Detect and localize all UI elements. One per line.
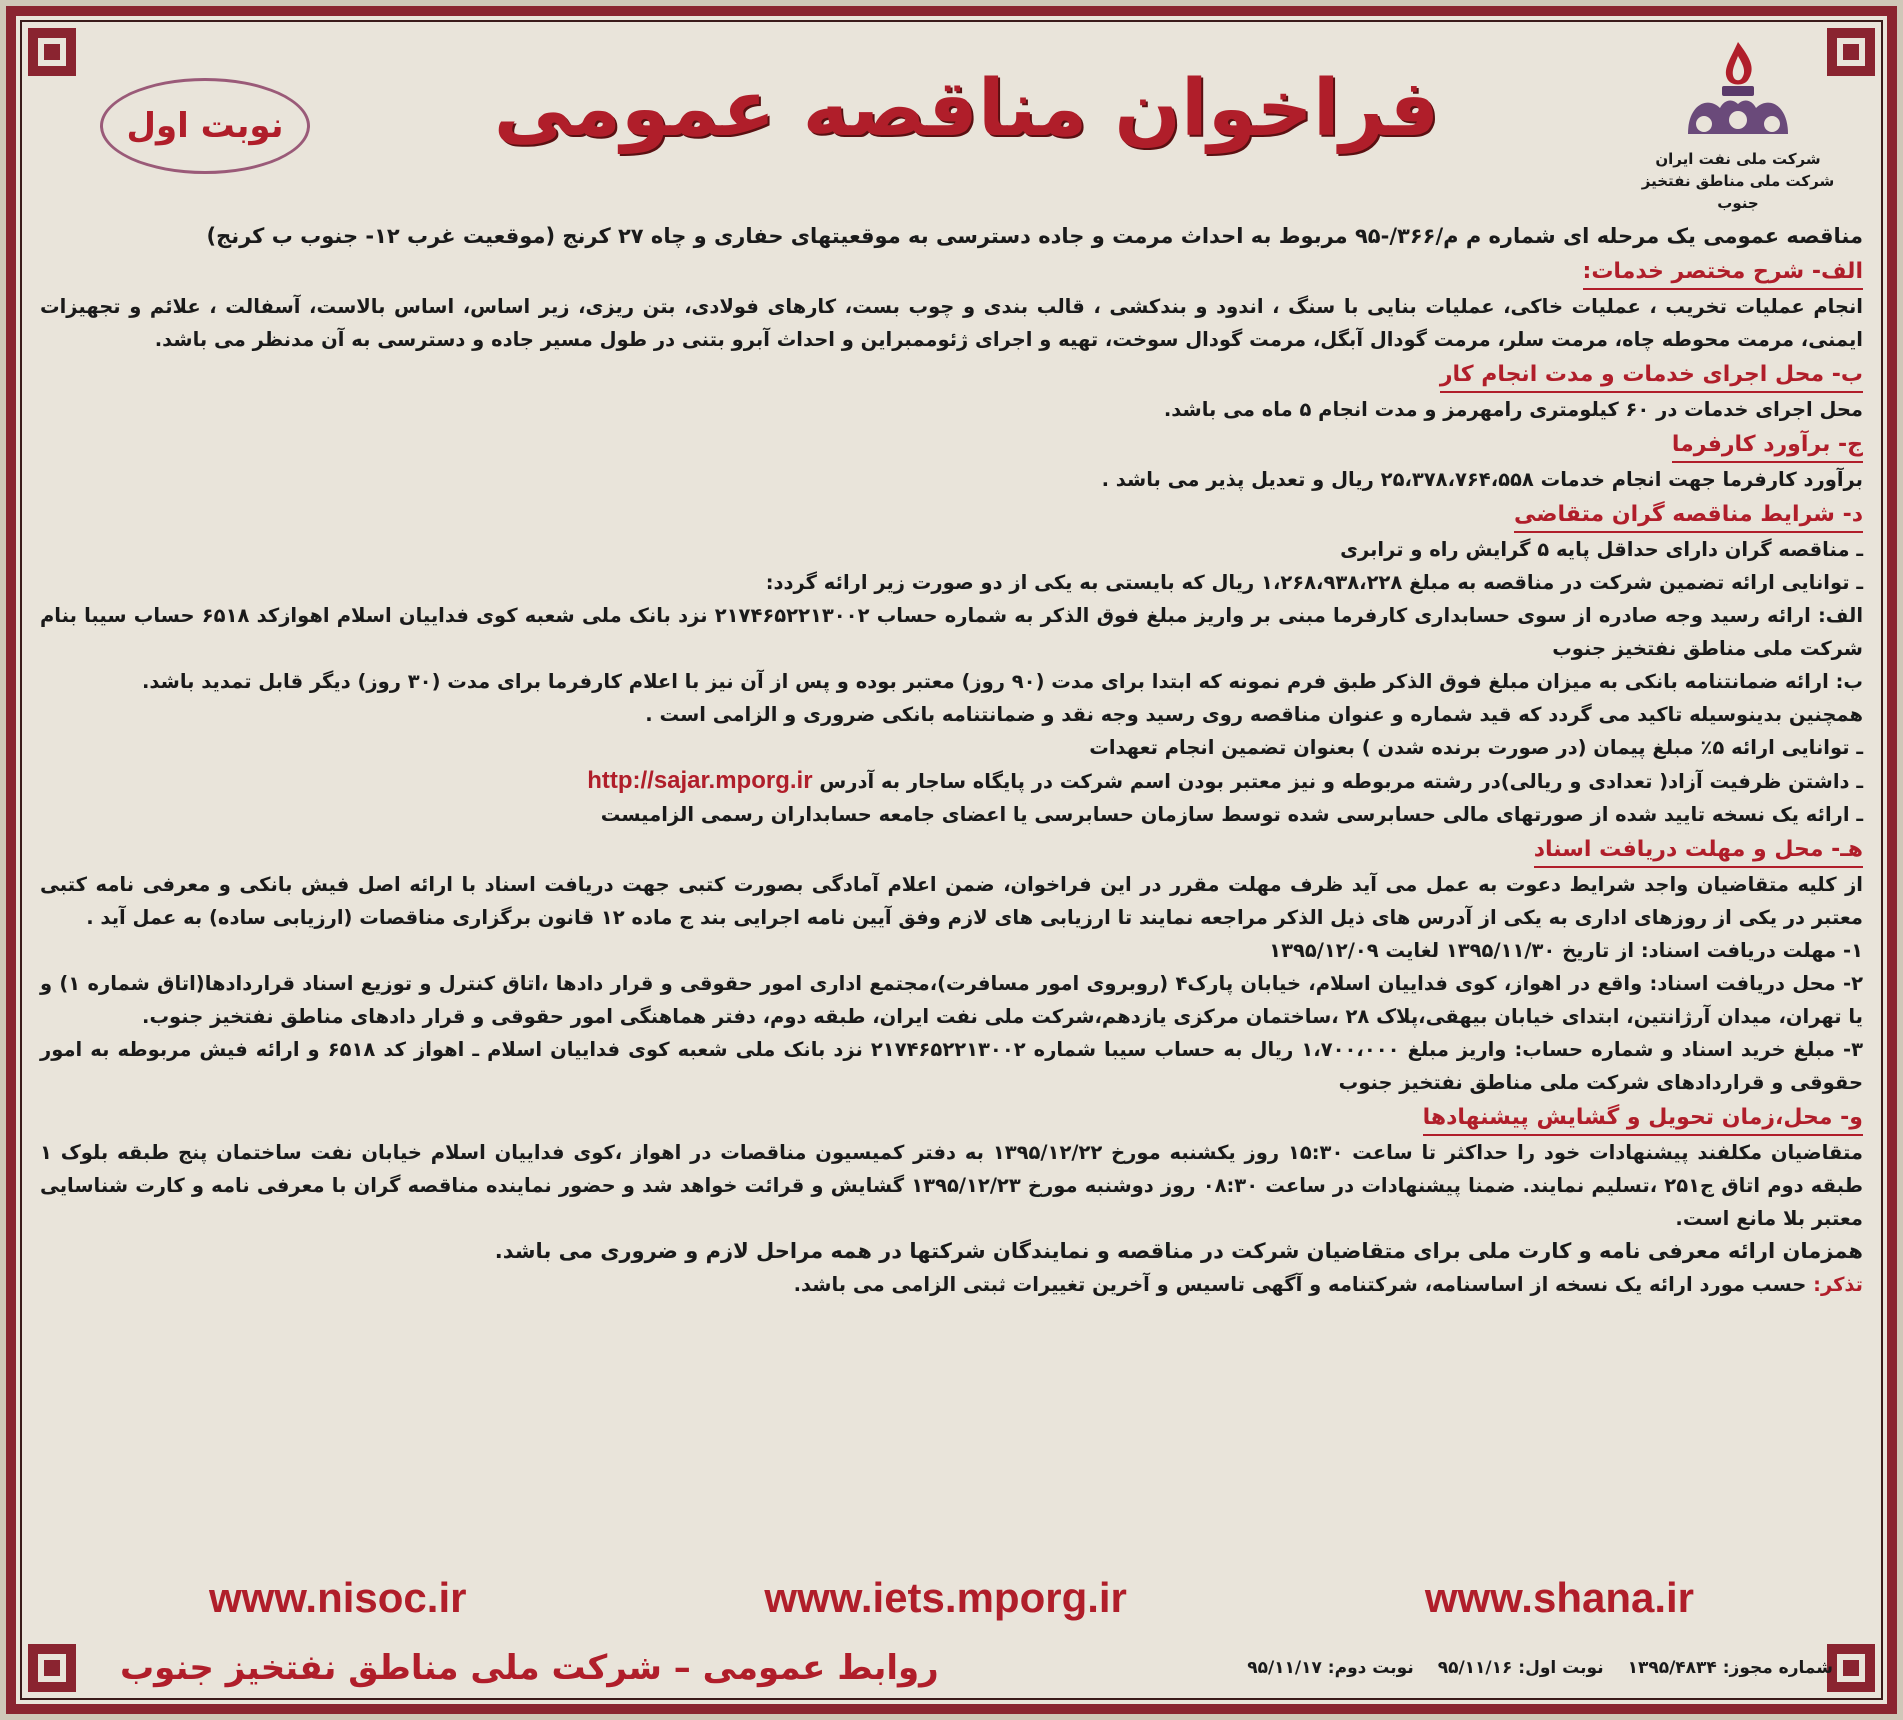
section-dal-heading: د- شرایط مناقصه گران متقاضی <box>1514 498 1863 533</box>
section-dal-item3: ـ توانایی ارائه ۵٪ مبلغ پیمان (در صورت برنده شدن ) بعنوان تضمین انجام تعهدات <box>1089 736 1863 759</box>
section-he-item1: ۱- مهلت دریافت اسناد: از تاریخ ۱۳۹۵/۱۱/۳۰ لغایت ۱۳۹۵/۱۲/۰۹ <box>1269 939 1863 962</box>
section-dal-item5: ـ ارائه یک نسخه تایید شده از صورتهای مالی حسابرسی شده توسط سازمان حسابرسی یا اعضای جامعه حسابداران رسمی الزامیست <box>600 803 1863 826</box>
section-dal-item2a: الف: ارائه رسید وجه صادره از سوی حسابداری کارفرما مبنی بر واریز مبلغ فوق الذکر به شماره حساب ۲۱۷۴۶۵۲۲۱۳۰۰۲ نزد بانک ملی شعبه کوی فداییان اسلام اهوازکد ۶۵۱۸ حساب سیبا بنام شرکت ملی مناطق نفتخیز جنوب <box>40 604 1863 660</box>
section-vav-emphasis: همزمان ارائه معرفی نامه و کارت ملی برای متقاضیان شرکت در مناقصه و نمایندگان شرکتها در همه مراحل لازم و ضروری می باشد. <box>494 1239 1863 1263</box>
section-alef-heading: الف- شرح مختصر خدمات: <box>1583 255 1863 290</box>
round-badge: نوبت اول <box>100 78 310 174</box>
section-be-text: محل اجرای خدمات در ۶۰ کیلومتری رامهرمز و مدت انجام ۵ ماه می باشد. <box>1163 398 1863 421</box>
footer-meta <box>1247 1658 1833 1678</box>
footer-organization: روابط عمومی – شرکت ملی مناطق نفتخیز جنوب <box>120 1648 939 1688</box>
section-he-heading: هـ- محل و مهلت دریافت اسناد <box>1534 833 1863 868</box>
section-be-heading: ب- محل اجرای خدمات و مدت انجام کار <box>1440 358 1863 393</box>
announcement-body <box>40 220 1863 1301</box>
section-dal-item2b: ب: ارائه ضمانتنامه بانکی به میزان مبلغ فوق الذکر طبق فرم نمونه که ابتدا برای مدت (۹۰ روز) معتبر بوده و پس از آن نیز با اعلام کارفرما برای مدت (۳۰ روز) دیگر قابل تمدید باشد. <box>141 670 1863 693</box>
second-round-date: نوبت دوم: ۹۵/۱۱/۱۷ <box>1247 1658 1414 1678</box>
page-title: فراخوان مناقصه عمومی <box>493 64 1440 154</box>
section-dal-item2c: همچنین بدینوسیله تاکید می گردد که قید شماره و عنوان مناقصه روی رسید وجه نقد و ضمانتنامه بانکی ضروری و الزامی است . <box>645 703 1863 726</box>
section-he-text: از کلیه متقاضیان واجد شرایط دعوت به عمل می آید ظرف مهلت مقرر در این فراخوان، ضمن اعلام آمادگی بصورت کتبی جهت دریافت اسناد با ارائه اصل فیش بانکی و معرفی نامه کتبی معتبر در یکی از روزهای اداری به یکی از آدرس های ذیل الذکر مراجعه نمایند تا ارزیابی های لازم وفق آیین نامه اجرایی بند ج ماده ۱۲ قانون برگزاری مناقصات (ارزیابی ساده) به عمل آید . <box>40 873 1863 929</box>
section-alef-text: انجام عملیات تخریب ، عملیات خاکی، عملیات بنایی با سنگ ، اندود و بندکشی ، قالب بندی و چوب بست، کارهای فولادی، بتن ریزی، زیر اساس، اساس بالاست، آسفالت ، علائم و تجهیزات ایمنی، مرمت محوطه چاه، مرمت سلر، مرمت گودال آبگل، مرمت گودال سوخت، تهیه و اجرای ژئوممبراین و احداث آبرو بتنی در طول مسیر جاده و دسترسی به آن مدنظر می باشد. <box>40 295 1863 351</box>
nioc-flame-logo-icon <box>1668 34 1808 144</box>
permit-number: شماره مجوز: ۱۳۹۵/۴۸۳۴ <box>1627 1658 1833 1678</box>
section-he-item2: ۲- محل دریافت اسناد: واقع در اهواز، کوی فداییان اسلام، خیابان پارک۴ (روبروی امور مسافرت)،مجتمع اداری امور حقوقی و قرار دادها ،اتاق کنترل و توزیع اسناد قراردادها(اتاق شماره ۱) و یا تهران، میدان آرژانتین، ابتدای خیابان بیهقی،پلاک ۲۸ ،ساختمان مرکزی یازدهم،شرکت ملی نفت ایران، طبقه دوم، دفتر هماهنگی امور حقوقی و قرار دادهای مناطق نفتخیز جنوب. <box>40 972 1864 1028</box>
company-logo <box>1623 34 1853 214</box>
note-label: تذکر: <box>1813 1273 1863 1296</box>
sajar-link[interactable]: http://sajar.mporg.ir <box>587 767 813 794</box>
section-dal-item2: ـ توانایی ارائه تضمین شرکت در مناقصه به مبلغ ۱،۲۶۸،۹۳۸،۲۲۸ ریال که بایستی به یکی از دو صورت زیر ارائه گردد: <box>765 571 1863 594</box>
header <box>40 22 1863 212</box>
tender-intro: مناقصه عمومی یک مرحله ای شماره م م/۳۶۶/-۹۵ مربوط به احداث مرمت و جاده دسترسی به موقعیتهای حفاری و چاه ۲۷ کرنج (موقعیت غرب ۱۲- جنوب ب کرنج) <box>206 224 1863 248</box>
section-jim-heading: ج- برآورد کارفرما <box>1672 428 1863 463</box>
section-jim-text: برآورد کارفرما جهت انجام خدمات ۲۵،۳۷۸،۷۶۴،۵۵۸ ریال و تعدیل پذیر می باشد . <box>1101 468 1863 491</box>
footer <box>40 1640 1863 1696</box>
section-dal-item1: ـ مناقصه گران دارای حداقل پایه ۵ گرایش راه و ترابری <box>1340 538 1863 561</box>
website-link-iets[interactable]: www.iets.mporg.ir <box>764 1574 1127 1621</box>
note-text: حسب مورد ارائه یک نسخه از اساسنامه، شرکتنامه و آگهی تاسیس و آخرین تغییرات ثبتی الزامی می باشد. <box>793 1273 1807 1296</box>
website-link-shana[interactable]: www.shana.ir <box>1424 1574 1695 1621</box>
section-dal-item4 <box>40 764 1863 798</box>
logo-line-2: شرکت ملی مناطق نفتخیز جنوب <box>1641 172 1835 212</box>
website-links <box>60 1568 1843 1628</box>
section-vav-note <box>40 1268 1863 1301</box>
section-vav-text: متقاضیان مکلفند پیشنهادات خود را حداکثر تا ساعت ۱۵:۳۰ روز یکشنبه مورخ ۱۳۹۵/۱۲/۲۲ به دفتر کمیسیون مناقصات در اهواز ،کوی فداییان اسلام خیابان نفت ساختمان پنج طبقه بلوک ۱ طبقه دوم اتاق ج۲۵۱ ،تسلیم نمایند. ضمنا پیشنهادات در ساعت ۰۸:۳۰ روز دوشنبه مورخ ۱۳۹۵/۱۲/۲۳ گشایش و قرائت خواهد شد و حضور نماینده مناقصه گران با معرفی نامه و کارت شناسایی معتبر بلا مانع است. <box>40 1141 1863 1230</box>
first-round-date: نوبت اول: ۹۵/۱۱/۱۶ <box>1437 1658 1604 1678</box>
logo-line-1: شرکت ملی نفت ایران <box>1655 150 1821 168</box>
section-dal-item4-text: ـ داشتن ظرفیت آزاد( تعدادی و ریالی)در رشته مربوطه و نیز معتبر بودن اسم شرکت در پایگاه ساجار به آدرس <box>819 770 1863 793</box>
section-he-item3: ۳- مبلغ خرید اسناد و شماره حساب: واریز مبلغ ۱،۷۰۰،۰۰۰ ریال به حساب سیبا شماره ۲۱۷۴۶۵۲۲۱۳۰۰۲ نزد بانک ملی شعبه کوی فداییان اسلام ـ اهواز کد ۶۵۱۸ و ارائه فیش مربوطه به امور حقوقی و قراردادهای شرکت ملی مناطق نفتخیز جنوب <box>40 1038 1863 1094</box>
section-vav-heading: و- محل،زمان تحویل و گشایش پیشنهادها <box>1423 1101 1863 1136</box>
website-link-nisoc[interactable]: www.nisoc.ir <box>208 1574 467 1621</box>
